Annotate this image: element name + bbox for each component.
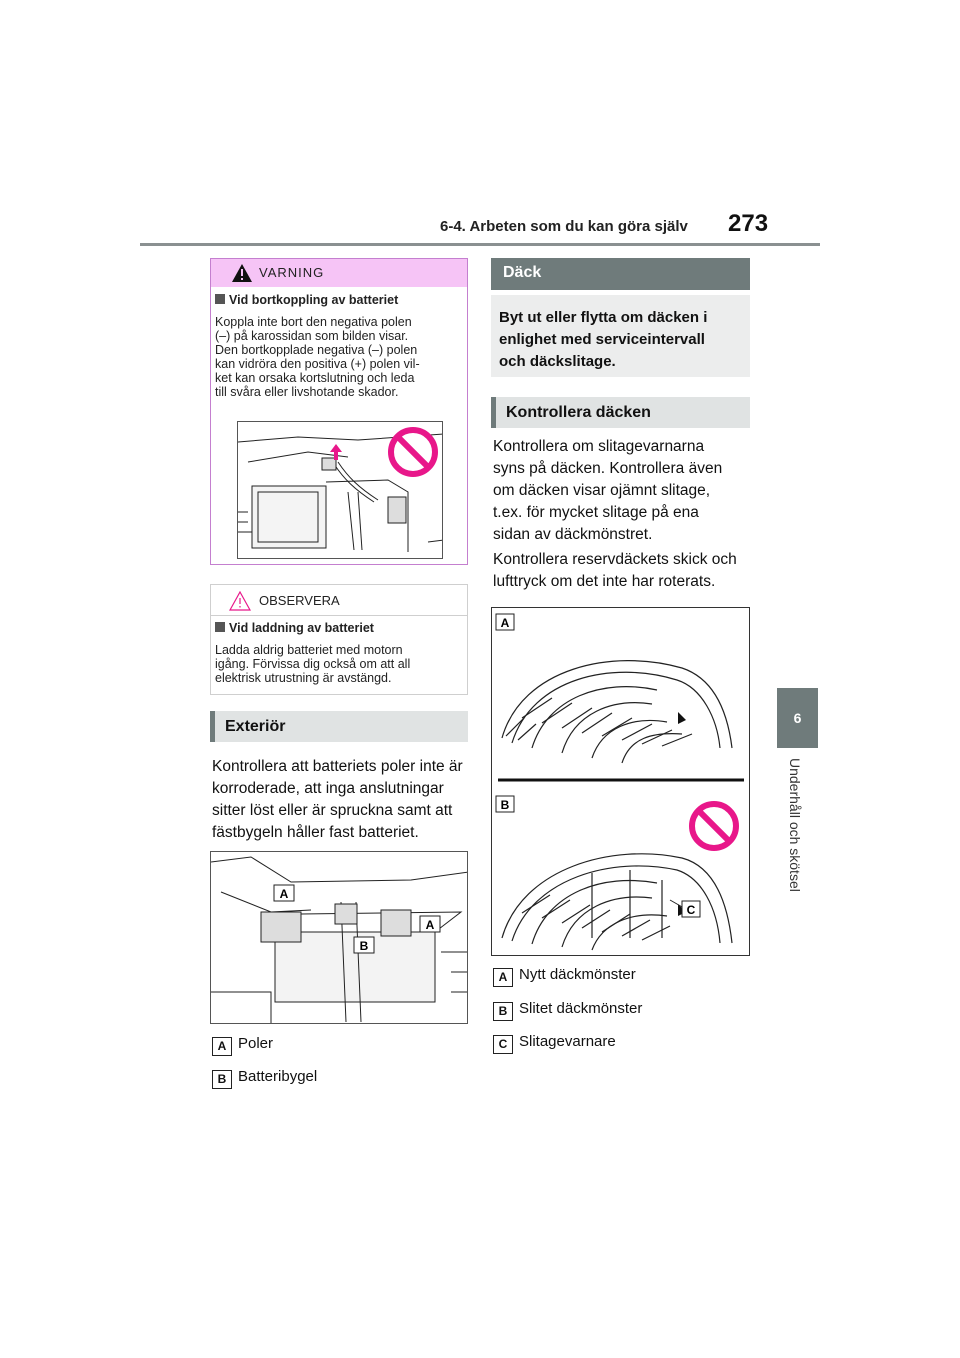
warning-subheading: Vid bortkoppling av batteriet	[215, 293, 398, 307]
legend-item: C Slitagevarnare	[493, 1033, 616, 1054]
svg-text:A: A	[500, 616, 510, 630]
battery-illustration	[210, 851, 468, 1024]
notice-label: OBSERVERA	[259, 593, 340, 608]
warning-box	[210, 258, 468, 565]
tires-heading: Däck	[491, 258, 750, 290]
legend-item: B Slitet däckmönster	[493, 1000, 642, 1021]
warning-body: Koppla inte bort den negativa polen (–) på karossidan som bilden visar. Den bortkopplade negativa (–) polen kan vidröra den positiva (+) polen vil- ket kan orsaka kortslutning och leda till svåra eller livshotande skador.	[215, 315, 420, 399]
tires-intro-box	[491, 295, 750, 377]
warning-label: VARNING	[259, 265, 325, 280]
notice-box	[210, 584, 468, 695]
warning-triangle-icon	[231, 263, 253, 283]
tires-intro: Byt ut eller flytta om däcken i enlighet med serviceintervall och däckslitage.	[499, 309, 708, 370]
prohibited-icon	[692, 804, 736, 848]
section-title: 6-4. Arbeten som du kan göra själv	[440, 218, 688, 235]
prohibited-icon	[391, 430, 435, 474]
legend-item: A Nytt däckmönster	[493, 966, 636, 987]
exterior-heading: Exteriör	[210, 711, 468, 742]
svg-text:B: B	[359, 939, 369, 953]
legend-item: A Poler	[212, 1035, 273, 1056]
page-number: 273	[728, 210, 769, 237]
check-tires-heading: Kontrollera däcken	[491, 397, 750, 428]
svg-text:C: C	[686, 903, 696, 917]
notice-subheading: Vid laddning av batteriet	[215, 621, 374, 635]
tires-paragraph-1: Kontrollera om slitagevarnarna syns på däcken. Kontrollera även om däcken visar ojämnt slitage, t.ex. för mycket slitage på ena sidan av däckmönstret.	[493, 438, 723, 543]
notice-body: Ladda aldrig batteriet med motorn igång. Förvissa dig också om att all elektrisk utrustning är avstängd.	[215, 643, 411, 685]
tire-tread-illustration	[491, 607, 750, 956]
caution-triangle-icon	[229, 591, 251, 611]
header-rule	[140, 243, 820, 246]
exterior-text: Kontrollera att batteriets poler inte är korroderade, att inga anslutningar sitter löst eller är spruckna samt att fästbygeln håller fast batteriet.	[212, 758, 463, 841]
legend-item: B Batteribygel	[212, 1068, 317, 1089]
svg-text:A: A	[279, 887, 289, 901]
notice-header	[211, 585, 467, 616]
warning-header	[211, 259, 467, 287]
battery-terminal-illustration	[237, 421, 443, 559]
chapter-tab: 6	[777, 688, 818, 748]
chapter-title: Underhåll och skötsel	[787, 758, 803, 892]
svg-text:A: A	[425, 918, 435, 932]
svg-text:B: B	[500, 798, 510, 812]
tires-paragraph-2: Kontrollera reservdäckets skick och lufttryck om det inte har roterats.	[493, 551, 737, 590]
